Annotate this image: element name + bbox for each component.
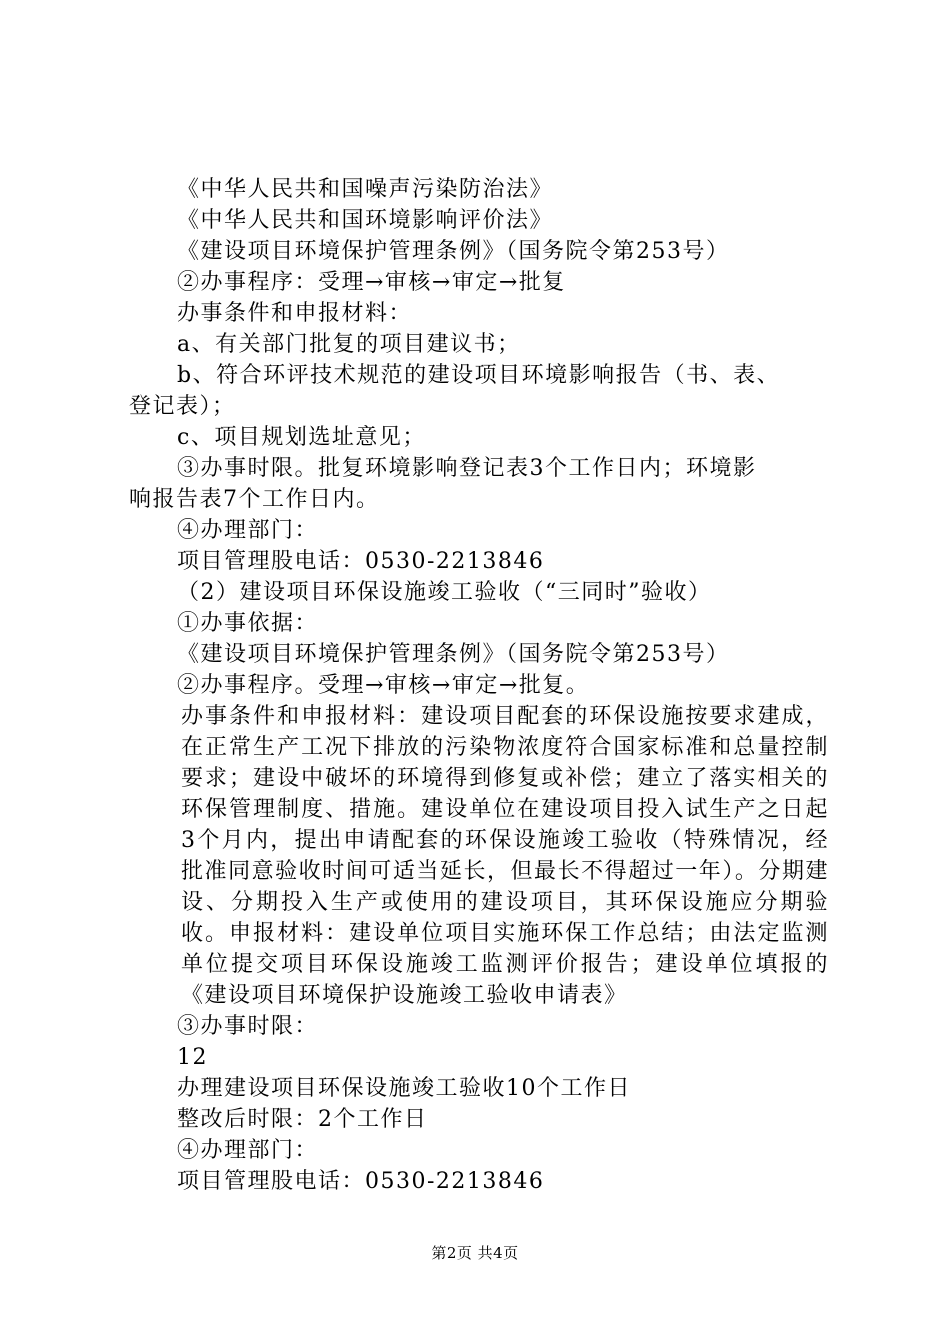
text-block-top xyxy=(129,174,829,701)
text-line: ③办事时限： xyxy=(177,1014,319,1039)
page-footer: 第2页 共4页 xyxy=(431,1244,519,1262)
text-line: 《建设项目环境保护管理条例》（国务院令第253号） xyxy=(177,642,730,667)
text-line: a、有关部门批复的项目建议书； xyxy=(177,332,521,357)
text-block-bottom xyxy=(129,1011,829,1197)
text-line: ②办事程序。受理→审核→审定→批复。 xyxy=(177,673,590,698)
text-line: ①办事依据： xyxy=(177,611,319,636)
paragraph-acceptance-conditions: 办事条件和申报材料：建设项目配套的环保设施按要求建成，在正常生产工况下排放的污染物浓度符合国家标准和总量控制要求；建设中破坏的环境得到修复或补偿；建立了落实相关的环保管理制度、措施。建设单位在建设项目投入试生产之日起3个月内，提出申请配套的环保设施竣工验收（特殊情况，经批准同意验收时间可适当延长，但最长不得超过一年）。分期建设、分期投入生产或使用的建设项目，其环保设施应分期验收。申报材料：建设单位项目实施环保工作总结；由法定监测单位提交项目环保设施竣工监测评价报告；建设单位填报的《建设项目环境保护设施竣工验收申请表》 xyxy=(181,704,829,1008)
text-line: 办事条件和申报材料： xyxy=(177,301,413,326)
text-line: 《中华人民共和国环境影响评价法》 xyxy=(177,208,554,233)
text-line: c、项目规划选址意见； xyxy=(177,425,426,450)
document-body xyxy=(129,174,829,1197)
text-line: ③办事时限。批复环境影响登记表3个工作日内；环境影 xyxy=(177,456,757,481)
text-line: 项目管理股电话：0530-2213846 xyxy=(177,549,545,574)
text-line: 《建设项目环境保护管理条例》（国务院令第253号） xyxy=(177,239,730,264)
text-line: 项目管理股电话：0530-2213846 xyxy=(177,1169,545,1194)
text-line: 响报告表7个工作日内。 xyxy=(129,487,380,512)
text-line: 整改后时限：2个工作日 xyxy=(177,1107,428,1132)
text-line: ②办事程序：受理→审核→审定→批复 xyxy=(177,270,566,295)
text-line: 《中华人民共和国噪声污染防治法》 xyxy=(177,177,554,202)
text-line: 办理建设项目环保设施竣工验收10个工作日 xyxy=(177,1076,631,1101)
text-line: （2）建设项目环保设施竣工验收（“三同时”验收） xyxy=(177,580,712,605)
text-line: b、符合环评技术规范的建设项目环境影响报告（书、表、 xyxy=(177,363,781,388)
text-line: ④办理部门： xyxy=(177,1138,319,1163)
text-line: 登记表）； xyxy=(129,394,236,419)
text-line: 12 xyxy=(177,1045,208,1070)
text-line: ④办理部门： xyxy=(177,518,319,543)
